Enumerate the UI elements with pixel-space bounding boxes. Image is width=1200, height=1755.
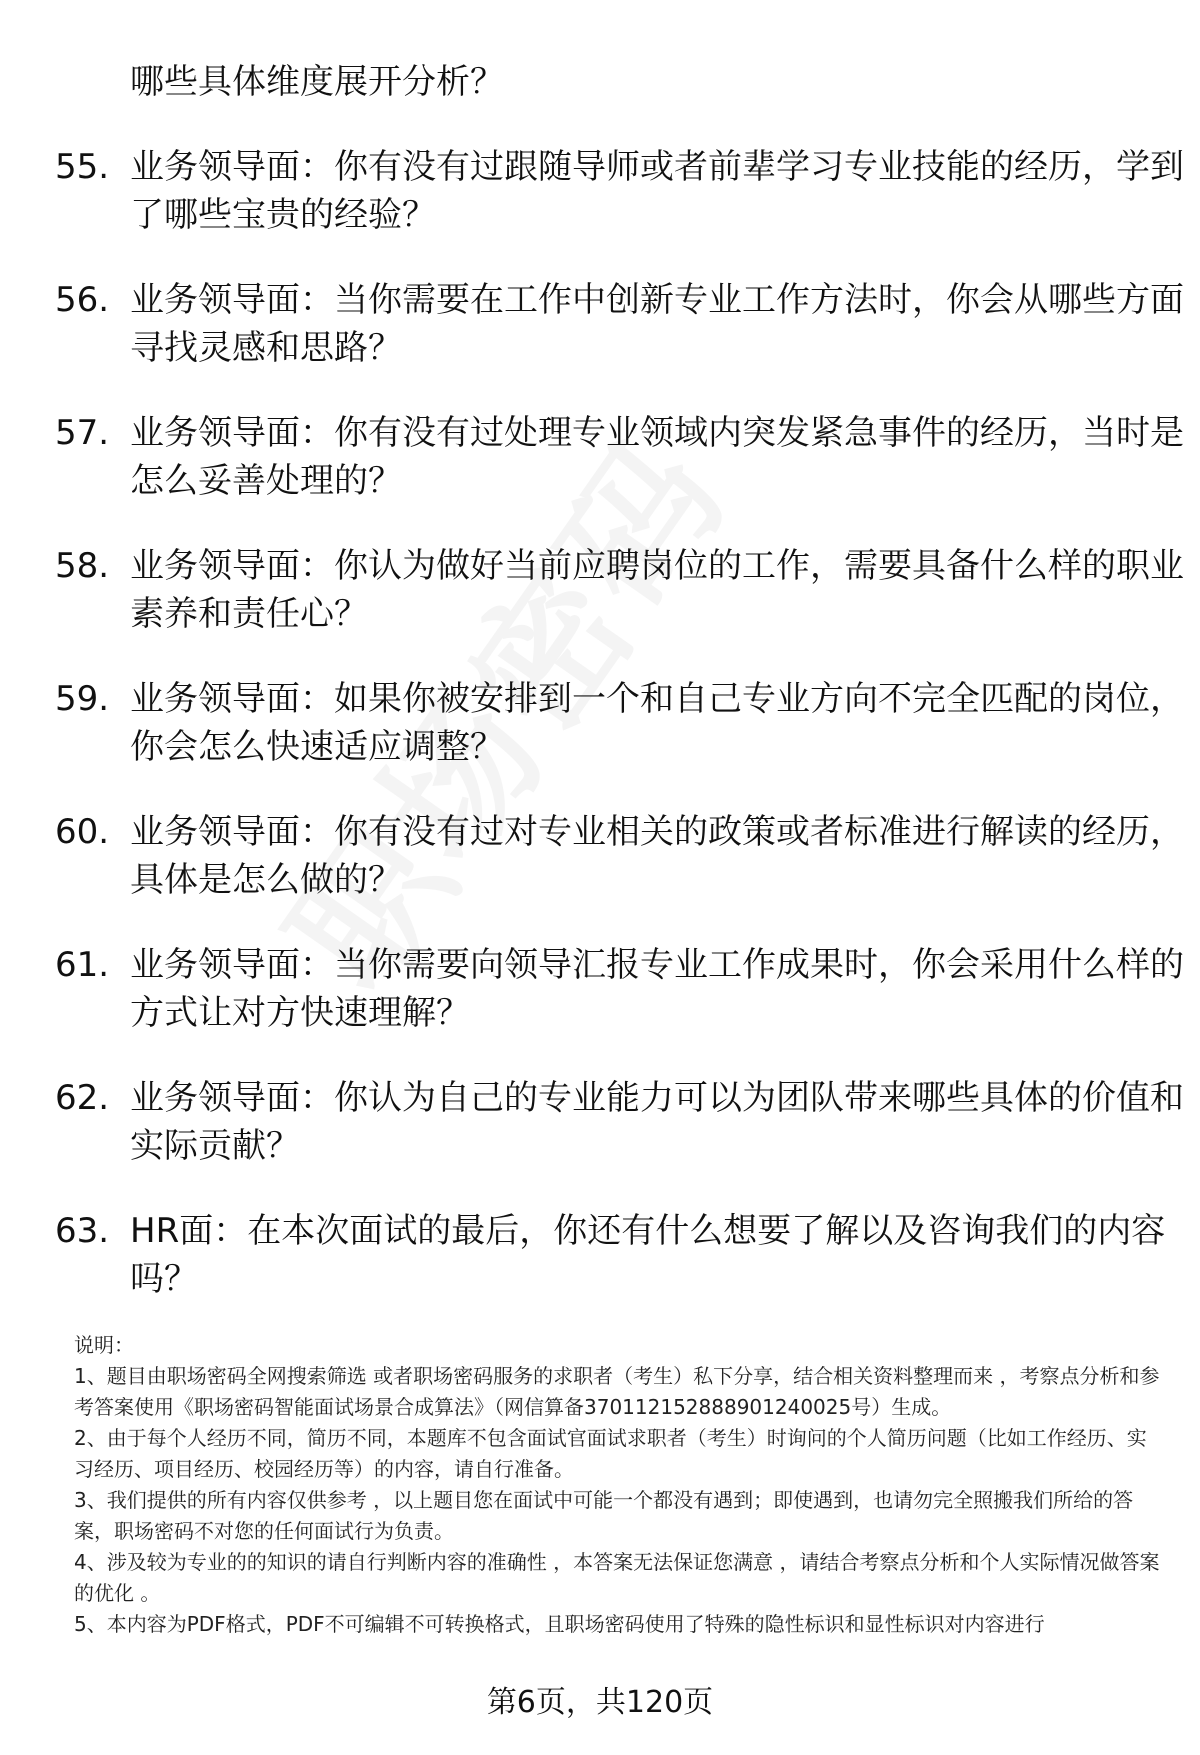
question-list [55,143,1184,1340]
question-text: 业务领导面：你有没有过跟随导师或者前辈学习专业技能的经历，学到了哪些宝贵的经验？ [130,147,1184,235]
question-number: 59. [55,679,110,719]
question-item [55,941,1184,1074]
question-text: 业务领导面：你有没有过对专业相关的政策或者标准进行解读的经历，具体是怎么做的？ [130,812,1184,900]
question-item [55,143,1184,276]
continued-question-text: 哪些具体维度展开分析？ [130,62,504,102]
question-item [55,276,1184,409]
question-text: 业务领导面：你有没有过处理专业领域内突发紧急事件的经历，当时是怎么妥善处理的？ [130,413,1184,501]
question-item [55,675,1184,808]
question-number: 55. [55,147,110,187]
note-item: 2、由于每个人经历不同，简历不同，本题库不包含面试官面试求职者（考生）时询问的个人简历问题（比如工作经历、实习经历、项目经历、校园经历等）的内容，请自行准备。 [74,1426,1147,1481]
question-item [55,542,1184,675]
question-text: 业务领导面：如果你被安排到一个和自己专业方向不完全匹配的岗位，你会怎么快速适应调整？ [130,679,1184,767]
note-item: 1、题目由职场密码全网搜索筛选 或者职场密码服务的求职者（考生）私下分享，结合相关资料整理而来 ，考察点分析和参考答案使用《职场密码智能面试场景合成算法》（网信算备370112152888901240025号）生成。 [74,1364,1160,1419]
question-text: 业务领导面：你认为自己的专业能力可以为团队带来哪些具体的价值和实际贡献？ [130,1078,1184,1166]
note-item: 3、我们提供的所有内容仅供参考 ，以上题目您在面试中可能一个都没有遇到；即使遇到，也请勿完全照搬我们所给的答案，职场密码不对您的任何面试行为负责。 [74,1488,1134,1543]
page-number: 第6页，共120页 [486,1685,714,1720]
question-item [55,409,1184,542]
question-text: 业务领导面：当你需要向领导汇报专业工作成果时，你会采用什么样的方式让对方快速理解？ [130,945,1184,1033]
question-item [55,808,1184,941]
question-number: 61. [55,945,110,985]
question-item [55,1207,1166,1340]
question-text: 业务领导面：当你需要在工作中创新专业工作方法时，你会从哪些方面寻找灵感和思路？ [130,280,1184,368]
note-item: 5、本内容为PDF格式，PDF不可编辑不可转换格式，且职场密码使用了特殊的隐性标识和显性标识对内容进行 [74,1612,1045,1636]
note-item: 4、涉及较为专业的的知识的请自行判断内容的准确性 ，本答案无法保证您满意 ，请结合考察点分析和个人实际情况做答案的优化 。 [74,1550,1160,1605]
question-number: 63. [55,1211,110,1251]
question-number: 56. [55,280,110,320]
question-number: 62. [55,1078,110,1118]
question-text: HR面：在本次面试的最后，你还有什么想要了解以及咨询我们的内容吗？ [130,1211,1166,1299]
question-number: 57. [55,413,110,453]
notes-title: 说明： [74,1333,134,1357]
notes-section [74,1330,1164,1640]
question-number: 60. [55,812,110,852]
question-number: 58. [55,546,110,586]
question-text: 业务领导面：你认为做好当前应聘岗位的工作，需要具备什么样的职业素养和责任心？ [130,546,1184,634]
question-item [55,1074,1184,1207]
